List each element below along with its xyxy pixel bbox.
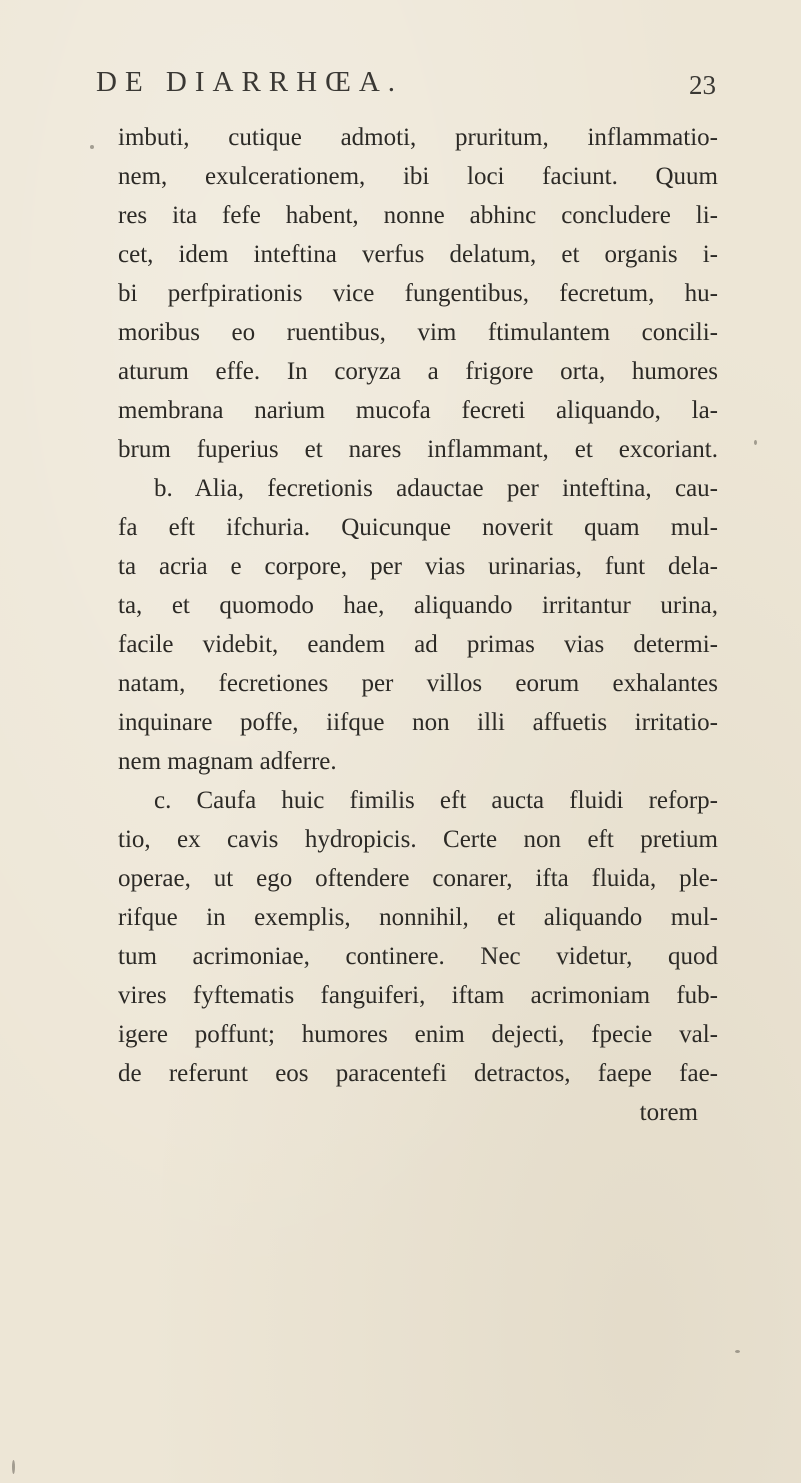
paper-speck (90, 145, 94, 149)
text-line: ta acria e corpore, per vias urinarias, funt dela- (118, 553, 718, 580)
running-title: DE DIARRHŒA. (96, 66, 404, 98)
text-line: bi perfpirationis vice fungentibus, fecretum, hu- (118, 280, 718, 307)
text-line: igere poffunt; humores enim dejecti, fpecie val- (118, 1021, 718, 1048)
text-line: rifque in exemplis, nonnihil, et aliquando mul- (118, 904, 718, 931)
paper-speck (12, 1460, 15, 1474)
text-line: de referunt eos paracentefi detractos, faepe fae- (118, 1060, 718, 1087)
text-line: membrana narium mucofa fecreti aliquando, la- (118, 397, 718, 424)
text-line: facile videbit, eandem ad primas vias determi- (118, 631, 718, 658)
text-line: tio, ex cavis hydropicis. Certe non eft pretium (118, 826, 718, 853)
text-line: cet, idem inteftina verfus delatum, et organis i- (118, 241, 718, 268)
text-line: brum fuperius et nares inflammant, et excoriant. (118, 436, 718, 463)
text-line-last: nem magnam adferre. (118, 748, 337, 775)
text-line: aturum effe. In coryza a frigore orta, humores (118, 358, 718, 385)
paragraph-start-c: c. Caufa huic fimilis eft aucta fluidi reforp- (154, 787, 718, 814)
text-line: moribus eo ruentibus, vim ftimulantem concili- (118, 319, 718, 346)
page-number: 23 (689, 70, 716, 100)
text-line: ta, et quomodo hae, aliquando irritantur urina, (118, 592, 718, 619)
text-line: vires fyftematis fanguiferi, iftam acrimoniam fub- (118, 982, 718, 1009)
text-line: fa eft ifchuria. Quicunque noverit quam mul- (118, 514, 718, 541)
text-line: res ita fefe habent, nonne abhinc concludere li- (118, 202, 718, 229)
body-text (118, 118, 718, 1132)
text-line: tum acrimoniae, continere. Nec videtur, quod (118, 943, 718, 970)
catchword: torem (639, 1099, 698, 1126)
text-line: imbuti, cutique admoti, pruritum, inflammatio- (118, 124, 718, 151)
paper-speck (735, 1350, 740, 1353)
paragraph-start-b: b. Alia, fecretionis adauctae per inteftina, cau- (154, 475, 718, 502)
paper-speck (754, 440, 757, 445)
text-line: natam, fecretiones per villos eorum exhalantes (118, 670, 718, 697)
text-line: operae, ut ego oftendere conarer, ifta fluida, ple- (118, 865, 718, 892)
text-line: inquinare poffe, iifque non illi affuetis irritatio- (118, 709, 718, 736)
running-head (96, 66, 716, 106)
text-line: nem, exulcerationem, ibi loci faciunt. Quum (118, 163, 718, 190)
